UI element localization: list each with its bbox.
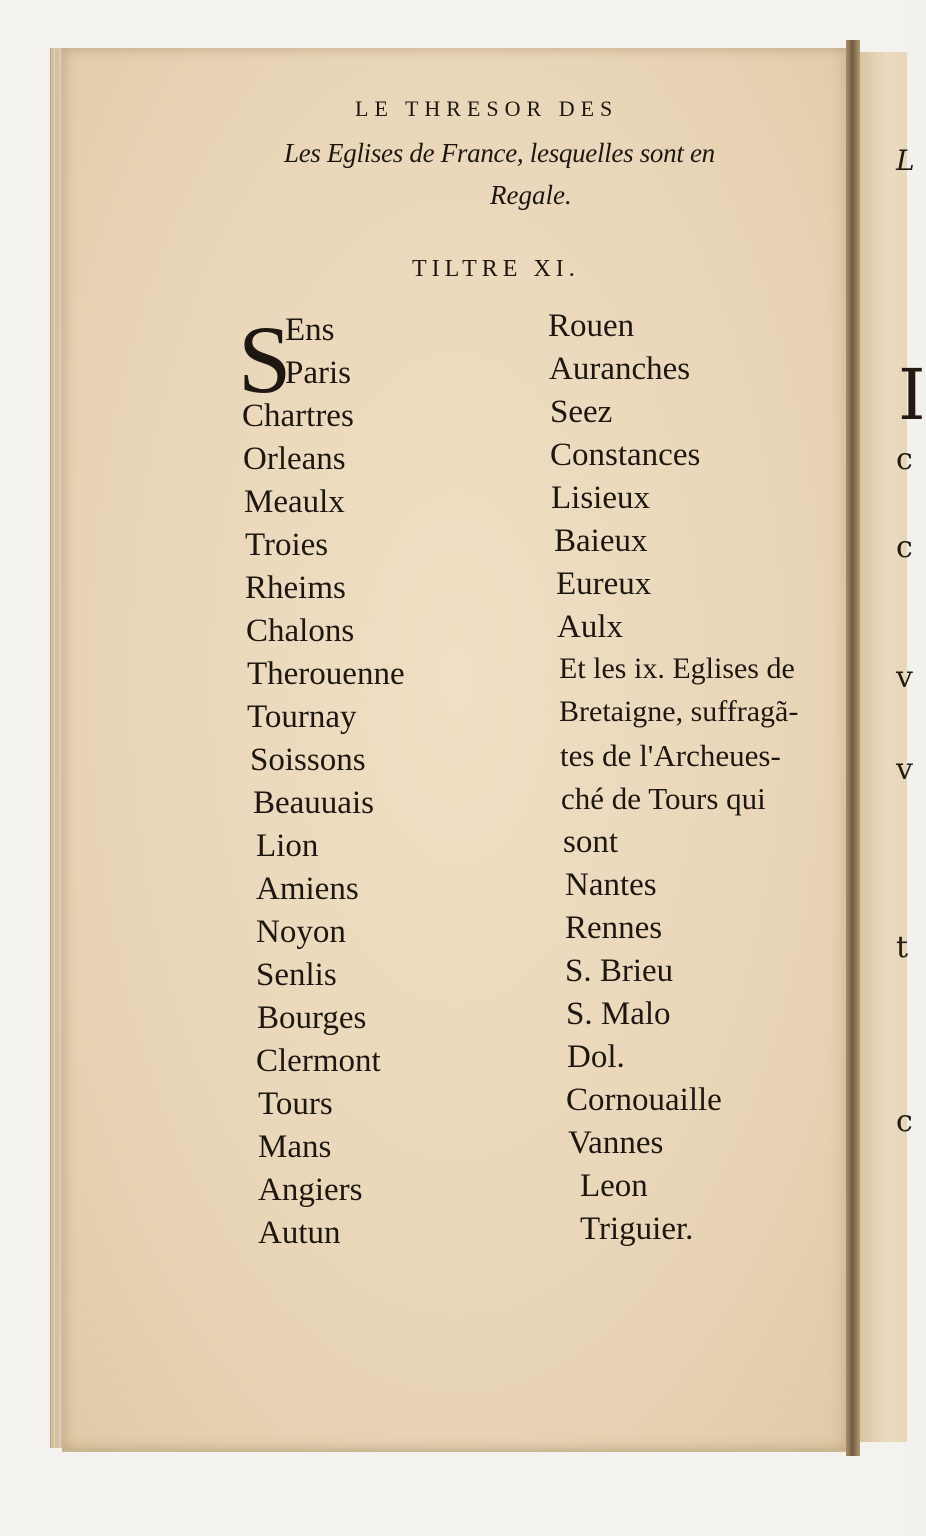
list-item: Constances [550,437,701,473]
list-item: S. Malo [566,996,671,1032]
list-item: Mans [258,1129,332,1165]
list-item: Amiens [256,871,359,907]
list-item: Rouen [548,308,635,344]
list-item: tes de l'Archeues- [560,738,781,773]
list-item: Baieux [554,523,648,559]
list-item: Bourges [257,1000,367,1036]
list-item: Orleans [243,441,346,477]
list-item: Ens [285,312,335,348]
running-head: LE THRESOR DES [355,96,619,121]
facing-page-fragment: v [896,660,913,695]
list-item: Lisieux [551,480,650,516]
facing-page-fragment: v [896,752,913,787]
list-item: Tournay [247,699,357,735]
facing-page-fragment: L [896,144,915,177]
drop-capital: S [238,306,292,413]
list-item: sont [563,824,619,860]
subtitle-line-2: Regale. [490,180,572,210]
facing-page-strip [858,52,926,1442]
list-item: Angiers [258,1172,363,1208]
list-item: Auranches [549,351,691,387]
list-item: Paris [285,355,351,391]
list-item: Soissons [250,742,366,778]
list-item: Noyon [256,914,346,950]
facing-page-fragment: c [896,530,913,565]
list-item: Leon [580,1168,648,1204]
book-gutter [846,40,860,1456]
list-item: Nantes [565,867,657,903]
list-item: Dol. [567,1039,625,1075]
list-item: Triguier. [580,1211,694,1247]
list-item: Beauuais [253,785,374,821]
list-item: Chalons [246,613,355,649]
list-item: Rheims [245,570,346,606]
list-item: Meaulx [244,484,345,520]
list-item: Cornouaille [566,1082,722,1118]
list-item: Eureux [556,566,652,602]
list-item: Therouenne [247,656,405,692]
list-item: Chartres [242,398,354,434]
facing-page-fragment: c [896,1104,913,1139]
list-item: Seez [550,394,613,430]
section-title: TILTRE XI. [412,256,580,282]
subtitle-line-1: Les Eglises de France, lesquelles sont en [284,138,715,168]
list-item: Et les ix. Eglises de [559,652,795,685]
list-item: Senlis [256,957,337,993]
list-item: Aulx [557,609,623,645]
list-item: Clermont [256,1043,381,1079]
facing-page-fragment: I [898,354,926,436]
list-item: S. Brieu [565,953,674,989]
list-item: Vannes [568,1125,664,1161]
list-item: Autun [258,1215,341,1251]
list-item: Tours [258,1086,333,1122]
facing-page-fragment: c [896,442,913,477]
list-item: Troies [245,527,329,563]
list-item: Lion [256,828,319,864]
list-item: Bretaigne, suffragã- [559,695,799,728]
list-item: Rennes [565,910,663,946]
facing-page-fragment: t [896,930,909,965]
list-item: ché de Tours qui [561,781,766,816]
